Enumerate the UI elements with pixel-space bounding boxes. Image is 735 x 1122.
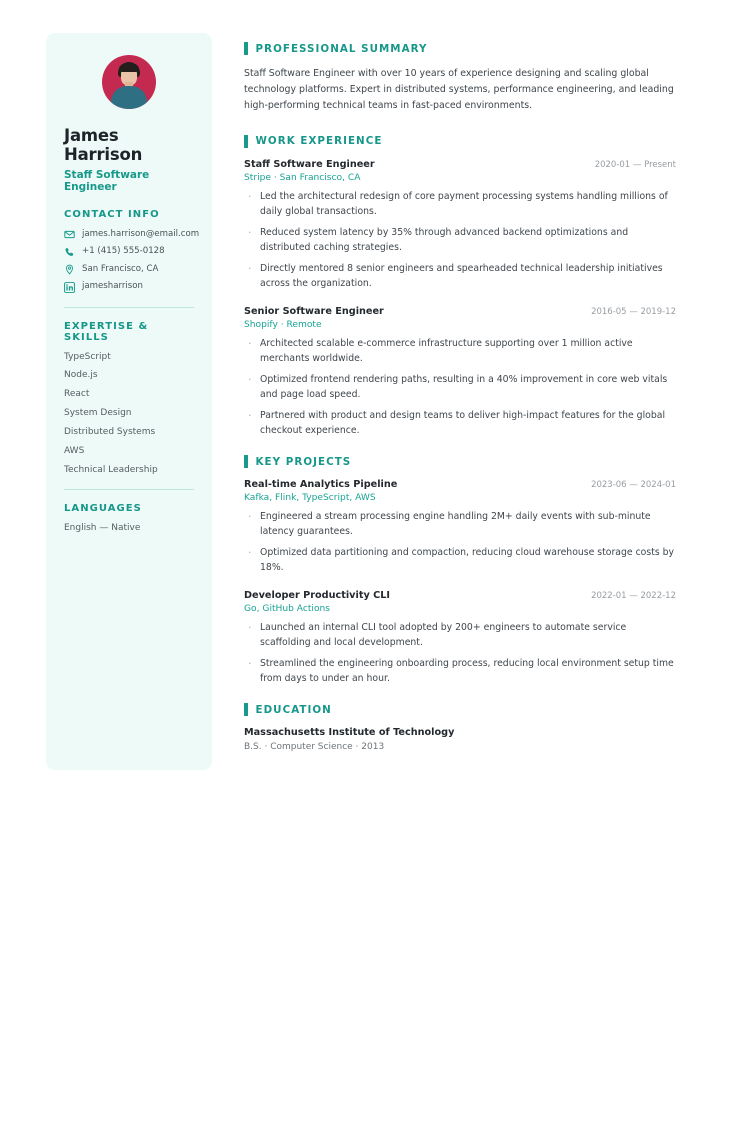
contact-list [64, 228, 200, 293]
entry-bullets [244, 509, 676, 575]
candidate-name: James Harrison [64, 126, 143, 164]
accent-bar-icon [244, 455, 248, 468]
entry-title: Developer Productivity CLI [244, 590, 391, 602]
bullet-item: · Optimized data partitioning and compaction, reducing cloud warehouse storage costs by 18%. [244, 545, 676, 575]
sidebar-divider-languages [64, 489, 194, 490]
section-title: KEY PROJECTS [255, 455, 352, 468]
entry-title: Real-time Analytics Pipeline [244, 479, 398, 491]
bullet-item: · Streamlined the engineering onboarding process, reducing local environment setup time from days to under an hour. [244, 656, 676, 686]
bullet-item: · Directly mentored 8 senior engineers and spearheaded technical leadership initiatives across the organization. [244, 261, 676, 291]
entry-title: Senior Software Engineer [244, 305, 384, 317]
section-work-experience [244, 135, 676, 439]
skill-item: React [64, 389, 90, 400]
entry-subtitle: Go, GitHub Actions [244, 604, 331, 615]
entry-date: 2023-06 — 2024-01 [591, 480, 676, 491]
education-meta: B.S. · Computer Science · 2013 [244, 742, 385, 753]
entry-header [244, 590, 676, 601]
entry-subtitle: Shopify · Remote [244, 319, 322, 330]
candidate-role: Staff Software Engineer [64, 169, 150, 193]
avatar [102, 55, 156, 109]
skills-list [64, 352, 194, 476]
contact-value-linkedin: jamesharrison [82, 281, 143, 292]
section-professional-summary [244, 42, 676, 115]
avatar-fringe [119, 64, 139, 72]
accent-bar-icon [244, 135, 248, 148]
bullet-item: · Optimized frontend rendering paths, resulting in a 40% improvement in core web vitals and page load speed. [244, 372, 676, 402]
skill-item: TypeScript [64, 351, 111, 362]
contact-heading: CONTACT INFO [64, 209, 160, 220]
section-header [244, 135, 676, 148]
bullet-item: · Partnered with product and design teams to deliver high-impact features for the global checkout experience. [244, 408, 676, 438]
contact-value-phone: +1 (415) 555-0128 [82, 246, 165, 257]
languages-heading: LANGUAGES [64, 503, 142, 515]
accent-bar-icon [244, 703, 248, 716]
entry-date: 2016-05 — 2019-12 [591, 306, 676, 317]
section-header [244, 42, 676, 55]
section-key-projects [244, 455, 676, 686]
entry-header [244, 159, 676, 170]
skill-item: Node.js [64, 370, 98, 381]
entry-header [244, 306, 676, 317]
section-header [244, 455, 676, 468]
contact-item-location[interactable] [64, 264, 194, 275]
accent-bar-icon [244, 42, 248, 55]
avatar-container [64, 55, 194, 109]
location-pin-icon [64, 264, 75, 275]
education-school: Massachusetts Institute of Technology [244, 727, 455, 739]
entry-subtitle: Stripe · San Francisco, CA [244, 172, 361, 183]
work-entry [244, 306, 676, 438]
summary-text: Staff Software Engineer with over 10 years of experience designing and scaling global technology platforms. Expert in distributed systems, performance engineering, and leading high-performing technical teams in fast-paced environments. [244, 68, 674, 112]
language-item: English — Native [64, 523, 141, 534]
section-education [244, 703, 676, 752]
skill-item: System Design [64, 408, 132, 419]
entry-subtitle: Kafka, Flink, TypeScript, AWS [244, 493, 376, 504]
project-entry [244, 590, 676, 686]
skill-item: Distributed Systems [64, 427, 156, 438]
project-entry [244, 479, 676, 575]
entry-bullets [244, 189, 676, 291]
linkedin-icon [64, 282, 75, 293]
section-header [244, 703, 676, 716]
section-title: PROFESSIONAL SUMMARY [255, 42, 428, 55]
entry-date: 2022-01 — 2022-12 [591, 591, 676, 602]
entry-title: Staff Software Engineer [244, 158, 375, 170]
section-title: EDUCATION [255, 703, 332, 716]
contact-item-linkedin[interactable] [64, 282, 194, 293]
bullet-item: · Engineered a stream processing engine handling 2M+ daily events with sub-minute latency guarantees. [244, 509, 676, 539]
phone-icon [64, 247, 75, 258]
entry-header [244, 479, 676, 490]
bullet-item: · Architected scalable e-commerce infrastructure supporting over 1 million active merchants worldwide. [244, 336, 676, 366]
section-title: WORK EXPERIENCE [255, 135, 383, 148]
bullet-item: · Led the architectural redesign of core payment processing systems handling millions of daily global transactions. [244, 189, 676, 219]
envelope-icon [64, 229, 75, 240]
sidebar [46, 33, 212, 770]
main-column [244, 42, 676, 772]
contact-item-email[interactable] [64, 228, 200, 240]
languages-list [64, 523, 194, 533]
entry-date: 2020-01 — Present [594, 159, 676, 170]
bullet-item: · Launched an internal CLI tool adopted by 200+ engineers to automate service scaffolding and local development. [244, 620, 676, 650]
contact-value-email: james.harrison@email.com [82, 228, 200, 239]
contact-value-location: San Francisco, CA [82, 263, 159, 274]
sidebar-divider-skills [64, 307, 194, 308]
avatar-body [111, 86, 147, 109]
entry-bullets [244, 336, 676, 438]
skills-heading: EXPERTISE & SKILLS [64, 320, 149, 343]
skill-item: Technical Leadership [64, 465, 158, 476]
skill-item: AWS [64, 446, 85, 457]
contact-item-phone[interactable] [64, 247, 194, 258]
bullet-item: · Reduced system latency by 35% through advanced backend optimizations and distributed caching strategies. [244, 225, 676, 255]
entry-bullets [244, 620, 676, 686]
work-entry [244, 159, 676, 291]
